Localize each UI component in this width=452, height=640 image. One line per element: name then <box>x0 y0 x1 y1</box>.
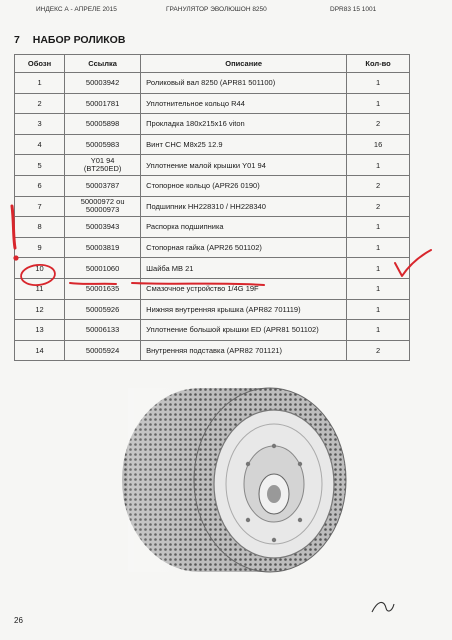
reference-cell: 50001635 <box>65 278 141 299</box>
header-code: DPR83 15 1001 <box>330 6 377 13</box>
reference-cell: 50003942 <box>65 73 141 94</box>
description-cell: Стопорная гайка (APR26 501102) <box>141 237 347 258</box>
row-index-cell: 6 <box>15 175 65 196</box>
quantity-cell: 1 <box>347 73 410 94</box>
row-index-cell: 11 <box>15 278 65 299</box>
section-title: НАБОР РОЛИКОВ <box>32 34 126 46</box>
description-cell: Распорка подшипника <box>141 217 347 238</box>
description-cell: Уплотнительное кольцо R44 <box>141 93 347 114</box>
description-cell: Роликовый вал 8250 (APR81 501100) <box>141 73 347 94</box>
reference-line: (BT250ED) <box>83 164 122 174</box>
roller-assembly-image <box>108 372 348 592</box>
row-index-cell: 14 <box>15 340 65 361</box>
circle-mark <box>20 263 56 286</box>
exclamation-mark <box>12 206 19 261</box>
row-index-cell: 5 <box>15 155 65 176</box>
quantity-cell: 1 <box>347 155 410 176</box>
description-cell: Уплотнение большой крышки ED (APR81 501102) <box>141 320 347 341</box>
row-index-cell: 2 <box>15 93 65 114</box>
column-header: Ссылка <box>65 55 141 73</box>
column-header: Описание <box>141 55 347 73</box>
row-index-cell: 3 <box>15 114 65 135</box>
section-number: 7 <box>14 34 20 46</box>
reference-cell: 50005926 <box>65 299 141 320</box>
quantity-cell: 2 <box>347 340 410 361</box>
reference-cell: 50003787 <box>65 175 141 196</box>
description-cell: Подшипник HH228310 / HH228340 <box>141 196 347 217</box>
header-title: ГРАНУЛЯТОР ЭВОЛЮШОН 8250 <box>166 6 267 13</box>
description-cell: Нижняя внутренняя крышка (APR82 701119) <box>141 299 347 320</box>
description-cell: Внутренняя подставка (APR82 701121) <box>141 340 347 361</box>
quantity-cell: 2 <box>347 196 410 217</box>
reference-line: Y01 94 <box>90 155 115 165</box>
quantity-cell: 2 <box>347 175 410 196</box>
quantity-cell: 1 <box>347 93 410 114</box>
signature-mark <box>368 596 398 618</box>
quantity-cell: 1 <box>347 320 410 341</box>
row-index-cell: 7 <box>15 196 65 217</box>
page-number: 26 <box>14 616 23 625</box>
quantity-cell: 1 <box>347 299 410 320</box>
reference-cell: 50003819 <box>65 237 141 258</box>
description-cell: Стопорное кольцо (APR26 0190) <box>141 175 347 196</box>
description-cell: Смазочное устройство 1/4G 19F <box>141 278 347 299</box>
description-cell: Шайба MB 21 <box>141 258 347 279</box>
quantity-cell: 16 <box>347 134 410 155</box>
reference-line: 50000973 <box>85 205 120 215</box>
row-index-cell: 12 <box>15 299 65 320</box>
column-header: Кол-во <box>347 55 410 73</box>
description-cell: Прокладка 180x215x16 viton <box>141 114 347 135</box>
row-index-cell: 1 <box>15 73 65 94</box>
reference-cell: 50005924 <box>65 340 141 361</box>
reference-cell: 50005898 <box>65 114 141 135</box>
row-index-cell: 4 <box>15 134 65 155</box>
quantity-cell: 1 <box>347 278 410 299</box>
description-cell: Уплотнение малой крышки Y01 94 <box>141 155 347 176</box>
quantity-cell: 2 <box>347 114 410 135</box>
row-index-cell: 8 <box>15 217 65 238</box>
check-mark <box>395 250 431 276</box>
underline-reference <box>70 283 116 284</box>
reference-cell: 50001781 <box>65 93 141 114</box>
row-index-cell: 13 <box>15 320 65 341</box>
reference-line: 50000972 ou <box>80 196 125 206</box>
quantity-cell: 1 <box>347 258 410 279</box>
row-index-cell: 10 <box>15 258 65 279</box>
underline-description <box>132 283 264 285</box>
quantity-cell: 1 <box>347 237 410 258</box>
reference-cell: 50005983 <box>65 134 141 155</box>
reference-cell: 50003943 <box>65 217 141 238</box>
reference-cell: 50001060 <box>65 258 141 279</box>
row-index-cell: 9 <box>15 237 65 258</box>
reference-cell: 50006133 <box>65 320 141 341</box>
header-index: ИНДЕКС А - АПРЕЛЕ 2015 <box>36 6 117 13</box>
description-cell: Винт CHC M8x25 12.9 <box>141 134 347 155</box>
column-header: Обозн <box>15 55 65 73</box>
quantity-cell: 1 <box>347 217 410 238</box>
